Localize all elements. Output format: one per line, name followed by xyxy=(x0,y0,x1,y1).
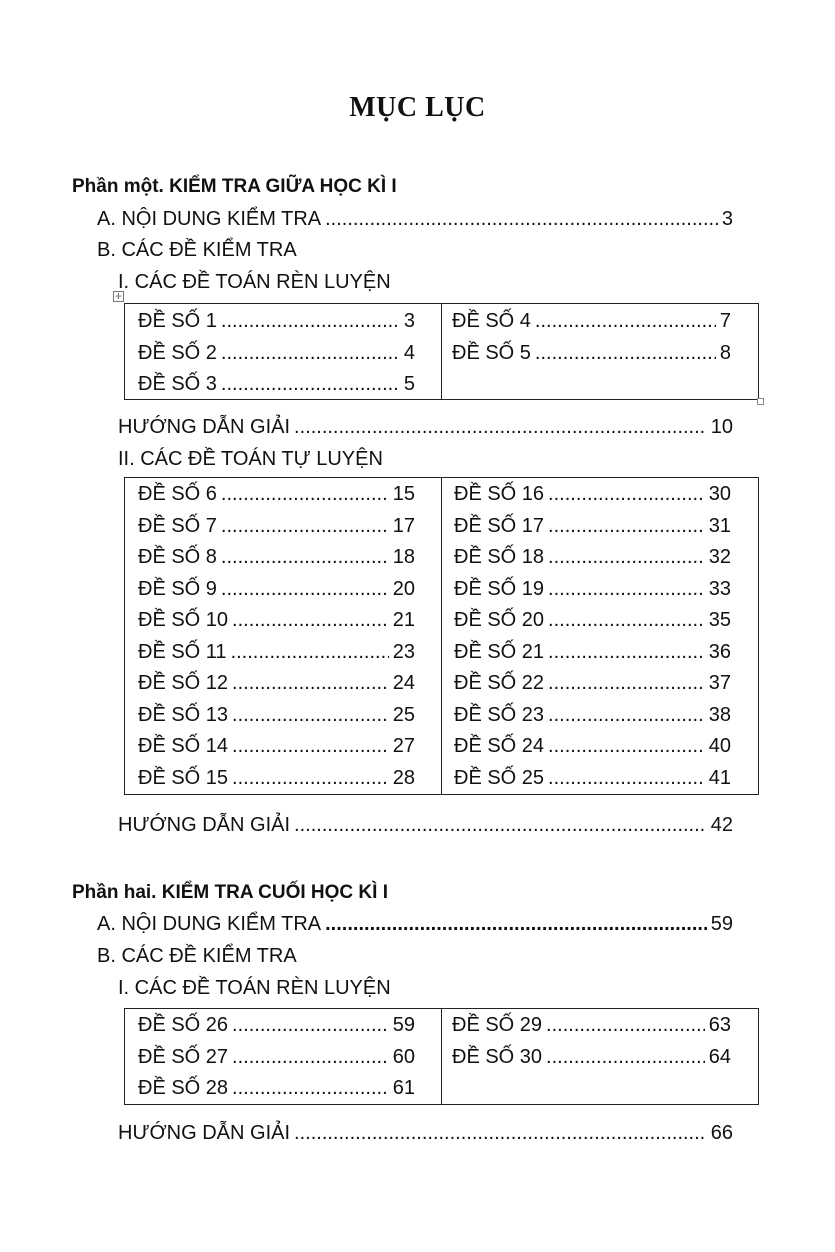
toc-table-entry[interactable] xyxy=(138,641,415,664)
toc-table-entry[interactable] xyxy=(452,1014,731,1037)
toc-page: 28 xyxy=(392,766,415,789)
toc-page: 27 xyxy=(392,735,415,757)
toc-label: ĐỀ SỐ 5 xyxy=(452,341,531,364)
toc-page: 66 xyxy=(710,1122,733,1144)
column-divider xyxy=(441,478,442,794)
toc-page: 35 xyxy=(708,609,731,631)
dot-leader xyxy=(221,342,400,365)
toc-table-entry[interactable] xyxy=(138,483,415,506)
dot-leader xyxy=(232,672,389,695)
toc-label: ĐỀ SỐ 29 xyxy=(452,1014,543,1036)
toc-page: 24 xyxy=(392,672,415,694)
toc-label: ĐỀ SỐ 17 xyxy=(454,514,545,537)
toc-page: 42 xyxy=(710,814,733,836)
part1-heading: Phần một. KIỂM TRA GIỮA HỌC KÌ I xyxy=(72,176,397,197)
part2-heading: Phần hai. KIỂM TRA CUỐI HỌC KÌ I xyxy=(72,882,388,903)
toc-page: 30 xyxy=(708,483,731,505)
toc-page: 40 xyxy=(708,735,731,757)
dot-leader xyxy=(231,641,389,664)
toc-entry-part1-guide2[interactable] xyxy=(118,814,733,837)
toc-page: 59 xyxy=(710,913,733,935)
toc-table-entry[interactable] xyxy=(454,609,731,632)
toc-table-entry[interactable] xyxy=(138,704,415,727)
toc-label: ĐỀ SỐ 4 xyxy=(452,310,531,332)
toc-page: 8 xyxy=(719,341,731,364)
toc-table-entry[interactable] xyxy=(138,578,415,601)
toc-table-entry[interactable] xyxy=(454,483,731,506)
toc-page: 32 xyxy=(708,546,731,568)
toc-entry-part2-guide[interactable] xyxy=(118,1122,733,1145)
toc-page: 60 xyxy=(392,1045,415,1068)
toc-table-entry[interactable] xyxy=(454,767,731,790)
toc-page: 3 xyxy=(721,208,733,230)
toc-table-entry[interactable] xyxy=(454,704,731,727)
part1-i-heading: I. CÁC ĐỀ TOÁN RÈN LUYỆN xyxy=(118,271,391,293)
toc-entry-part1-guide1[interactable] xyxy=(118,416,733,439)
toc-label: ĐỀ SỐ 25 xyxy=(454,766,545,789)
toc-page: 15 xyxy=(392,483,415,505)
toc-label: ĐỀ SỐ 23 xyxy=(454,703,545,726)
toc-page: 4 xyxy=(403,341,415,364)
toc-label: ĐỀ SỐ 27 xyxy=(138,1045,229,1068)
toc-label: ĐỀ SỐ 7 xyxy=(138,514,217,537)
toc-page: 37 xyxy=(708,672,731,694)
toc-page: 17 xyxy=(392,514,415,537)
toc-table-entry[interactable] xyxy=(454,546,731,569)
toc-table-entry[interactable] xyxy=(138,1077,415,1100)
toc-table-entry[interactable] xyxy=(138,1046,415,1069)
toc-label: ĐỀ SỐ 19 xyxy=(454,577,545,600)
dot-leader xyxy=(548,515,705,538)
toc-label: ĐỀ SỐ 15 xyxy=(138,766,229,789)
toc-label: ĐỀ SỐ 14 xyxy=(138,735,229,757)
toc-table-entry[interactable] xyxy=(452,1046,731,1069)
toc-label: ĐỀ SỐ 28 xyxy=(138,1077,229,1099)
toc-table-entry[interactable] xyxy=(454,578,731,601)
resize-corner-icon[interactable] xyxy=(757,398,764,405)
dot-leader xyxy=(232,735,389,758)
toc-label: ĐỀ SỐ 9 xyxy=(138,577,217,600)
toc-table-entry[interactable] xyxy=(452,342,731,365)
dot-leader xyxy=(548,483,705,506)
toc-label: ĐỀ SỐ 6 xyxy=(138,483,217,505)
dot-leader xyxy=(325,208,718,231)
dot-leader xyxy=(294,416,707,439)
toc-page: 63 xyxy=(708,1014,731,1036)
toc-label: ĐỀ SỐ 13 xyxy=(138,703,229,726)
dot-leader xyxy=(294,1122,707,1145)
dot-leader xyxy=(221,546,389,569)
toc-table-entry[interactable] xyxy=(138,373,415,396)
toc-label: ĐỀ SỐ 1 xyxy=(138,310,217,332)
dot-leader xyxy=(325,913,707,936)
toc-label: ĐỀ SỐ 16 xyxy=(454,483,545,505)
dot-leader xyxy=(548,672,705,695)
toc-table-entry[interactable] xyxy=(138,310,415,333)
toc-entry-part2-a[interactable] xyxy=(97,913,733,936)
column-divider xyxy=(441,1009,442,1104)
toc-label: HƯỚNG DẪN GIẢI xyxy=(118,416,291,438)
dot-leader xyxy=(221,373,400,396)
toc-table-entry[interactable] xyxy=(138,1014,415,1037)
page-title: MỤC LỤC xyxy=(349,92,486,123)
toc-page: 18 xyxy=(392,546,415,568)
dot-leader xyxy=(548,546,705,569)
toc-label: ĐỀ SỐ 12 xyxy=(138,672,229,694)
toc-table-entry[interactable] xyxy=(454,735,731,758)
dot-leader xyxy=(221,483,389,506)
toc-page: 23 xyxy=(392,640,415,663)
dot-leader xyxy=(546,1046,705,1069)
dot-leader xyxy=(221,310,400,333)
toc-entry-part1-a[interactable] xyxy=(97,208,733,231)
part1-ii-heading: II. CÁC ĐỀ TOÁN TỰ LUYỆN xyxy=(118,448,383,470)
move-cross-icon[interactable]: ✛ xyxy=(113,291,124,302)
toc-label: ĐỀ SỐ 11 xyxy=(138,640,227,663)
toc-label: ĐỀ SỐ 10 xyxy=(138,609,229,631)
toc-label: ĐỀ SỐ 26 xyxy=(138,1014,229,1036)
dot-leader xyxy=(548,735,705,758)
toc-label: ĐỀ SỐ 3 xyxy=(138,373,217,395)
toc-label: ĐỀ SỐ 30 xyxy=(452,1045,543,1068)
toc-page: 3 xyxy=(403,310,415,332)
toc-table-entry[interactable] xyxy=(138,767,415,790)
dot-leader xyxy=(232,767,389,790)
toc-label: ĐỀ SỐ 8 xyxy=(138,546,217,568)
toc-page: 64 xyxy=(708,1045,731,1068)
toc-page: 10 xyxy=(710,416,733,438)
toc-page: 61 xyxy=(392,1077,415,1099)
column-divider xyxy=(441,304,442,399)
dot-leader xyxy=(232,1014,389,1037)
toc-table-entry[interactable] xyxy=(452,310,731,333)
toc-table-entry[interactable] xyxy=(138,672,415,695)
toc-page: 5 xyxy=(403,373,415,395)
toc-page: 21 xyxy=(392,609,415,631)
toc-page: 31 xyxy=(708,514,731,537)
toc-page: 20 xyxy=(392,577,415,600)
dot-leader xyxy=(548,578,705,601)
part1-b-heading: B. CÁC ĐỀ KIỂM TRA xyxy=(97,239,297,261)
toc-table-entry[interactable] xyxy=(454,672,731,695)
dot-leader xyxy=(221,578,389,601)
toc-page: 59 xyxy=(392,1014,415,1036)
dot-leader xyxy=(548,641,705,664)
toc-table-entry[interactable] xyxy=(138,735,415,758)
toc-label: A. NỘI DUNG KIỂM TRA xyxy=(97,208,322,230)
toc-label: ĐỀ SỐ 20 xyxy=(454,609,545,631)
dot-leader xyxy=(535,310,716,333)
toc-label: A. NỘI DUNG KIỂM TRA xyxy=(97,913,322,935)
toc-label: ĐỀ SỐ 18 xyxy=(454,546,545,568)
dot-leader xyxy=(535,342,716,365)
dot-leader xyxy=(232,1077,389,1100)
toc-page: 36 xyxy=(708,640,731,663)
dot-leader xyxy=(294,814,707,837)
toc-table-entry[interactable] xyxy=(138,515,415,538)
toc-table-entry[interactable] xyxy=(138,609,415,632)
toc-label: HƯỚNG DẪN GIẢI xyxy=(118,814,291,836)
toc-table-entry[interactable] xyxy=(454,641,731,664)
toc-page: 33 xyxy=(708,577,731,600)
toc-label: HƯỚNG DẪN GIẢI xyxy=(118,1122,291,1144)
toc-table-entry[interactable] xyxy=(138,342,415,365)
toc-label: ĐỀ SỐ 2 xyxy=(138,341,217,364)
toc-page: 7 xyxy=(719,310,731,332)
dot-leader xyxy=(546,1014,705,1037)
toc-label: ĐỀ SỐ 24 xyxy=(454,735,545,757)
toc-page: 41 xyxy=(708,766,731,789)
dot-leader xyxy=(548,767,705,790)
part2-i-heading: I. CÁC ĐỀ TOÁN RÈN LUYỆN xyxy=(118,977,391,999)
toc-table-entry[interactable] xyxy=(138,546,415,569)
dot-leader xyxy=(232,704,389,727)
dot-leader xyxy=(548,609,705,632)
dot-leader xyxy=(548,704,705,727)
dot-leader xyxy=(221,515,389,538)
dot-leader xyxy=(232,1046,389,1069)
toc-label: ĐỀ SỐ 22 xyxy=(454,672,545,694)
toc-page: 25 xyxy=(392,703,415,726)
toc-table-entry[interactable] xyxy=(454,515,731,538)
part2-b-heading: B. CÁC ĐỀ KIỂM TRA xyxy=(97,945,297,967)
dot-leader xyxy=(232,609,389,632)
toc-label: ĐỀ SỐ 21 xyxy=(454,640,545,663)
toc-page: 38 xyxy=(708,703,731,726)
